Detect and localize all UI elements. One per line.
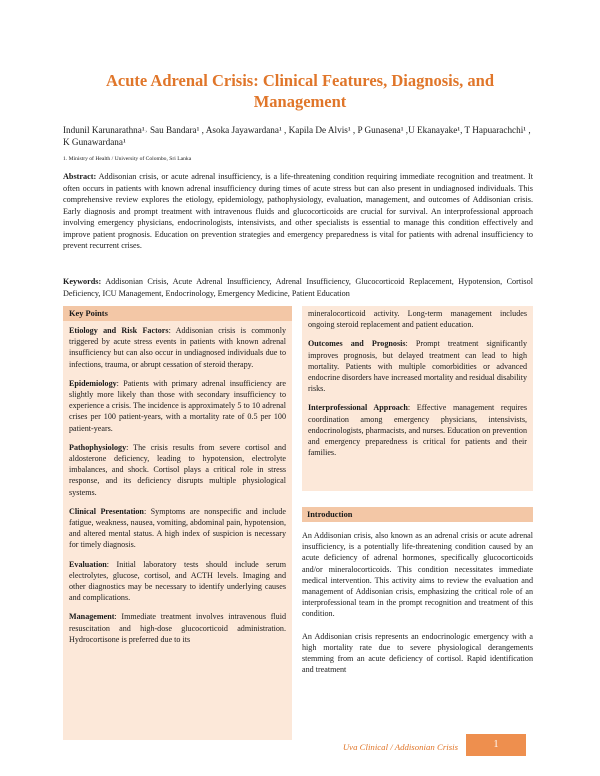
key-point-heading: Outcomes and Prognosis <box>308 339 406 349</box>
key-points-box <box>63 306 292 740</box>
key-point-heading: Evaluation <box>69 559 107 569</box>
keywords-text: Addisonian Crisis, Acute Adrenal Insufficiency, Adrenal Insufficiency, Glucocorticoid Replacement, Hypotension, Cortisol Deficiency, ICU Management, Endocrinology, Emergency Medicine, Patient Education <box>63 277 533 298</box>
key-point-text: : Initial laboratory tests should include serum electrolytes, glucose, cortisol, and ACTH levels. Imaging and other diagnostics may be necessary to identify underlying causes and complications. <box>69 559 286 603</box>
abstract-label: Abstract: <box>63 172 97 181</box>
key-point-item <box>69 559 286 604</box>
keywords-label: Keywords: <box>63 277 102 286</box>
key-point-text: : Symptoms are nonspecific and include fatigue, weakness, nausea, vomiting, abdominal pain, hypotension, and altered mental status. A high index of suspicion is necessary for timely diagnosis. <box>69 506 286 550</box>
key-point-item <box>308 402 527 458</box>
key-point-item <box>69 325 286 370</box>
affiliation: 1. Ministry of Health / University of Colombo, Sri Lanka <box>63 156 192 162</box>
key-point-item <box>69 378 286 434</box>
key-point-text: : Prompt treatment significantly improves prognosis, but delayed treatment can lead to high mortality. Patients with multiple comorbidities or advanced endocrine disorders have increased mortality and residual disability risks. <box>308 339 527 394</box>
key-point-heading: Interprofessional Approach <box>308 403 408 413</box>
key-point-item <box>69 611 286 645</box>
key-points-header: Key Points <box>63 306 292 321</box>
abstract <box>63 171 533 252</box>
abstract-text: Addisonian crisis, or acute adrenal insufficiency, is a life-threatening condition requiring immediate recognition and treatment. It often occurs in patients with known adrenal insufficiency during times of acute stress but can also present in undiagnosed individuals. This comprehensive review explores the etiology, epidemiology, pathophysiology, evaluation, management, and outcomes of Addisonian crisis. Early diagnosis and prompt treatment with intravenous fluids and glucocorticoids are crucial for survival. An interprofessional approach involving emergency physicians, endocrinologists, intensivists, and other specialists is essential to manage this condition effectively and improve patient prognosis. Education on prevention strategies and emergency preparedness is vital for patients with adrenal insufficiency to prevent recurrent crises. <box>63 172 533 250</box>
key-point-text: : Addisonian crisis is commonly triggered by acute stress events in patients with known adrenal insufficiency but can also occur in undiagnosed individuals due to infections, trauma, or abrupt cessation of steroid therapy. <box>69 326 286 369</box>
key-point-heading: Etiology and Risk Factors <box>69 326 169 335</box>
key-points-box-continued <box>302 306 533 491</box>
key-point-text: : Patients with primary adrenal insufficiency are slightly more likely than those with secondary insufficiency to experience a crisis. The incidence is approximately 5 to 10 adrenal crises per 100 patient-years, with a mortality rate of 0.5 per 100 patient-years. <box>69 378 286 433</box>
key-point-item <box>69 442 286 498</box>
page-number: 1 <box>466 734 526 756</box>
key-point-item <box>308 338 527 394</box>
key-point-text: mineralocorticoid activity. Long-term management includes ongoing steroid replacement and patient education. <box>308 309 527 330</box>
key-point-text: : The crisis results from severe cortisol and aldosterone deficiency, leading to hypotension, electrolyte imbalances, and shock. Cortisol plays a critical role in stress response, and its deficiency disrupts multiple physiological systems. <box>69 442 286 497</box>
key-point-heading: Management <box>69 612 115 622</box>
introduction-body <box>302 530 533 740</box>
introduction-header: Introduction <box>302 507 533 522</box>
keywords <box>63 276 533 299</box>
key-point-item <box>69 506 286 551</box>
key-point-item <box>308 308 527 330</box>
footer-journal-name: Uva Clinical / Addisonian Crisis <box>342 742 458 752</box>
paper-title: Acute Adrenal Crisis: Clinical Features, Diagnosis, and Management <box>105 71 495 111</box>
key-point-text: : Effective management requires coordination among emergency physicians, intensivists, endocrinologists, pharmacists, and nurses. Education on prevention and emergency preparedness is critical for patients and their families. <box>308 403 528 458</box>
introduction-paragraph: An Addisonian crisis, also known as an adrenal crisis or acute adrenal insufficiency, is a potentially life-threatening condition caused by an acute deficiency of adrenal hormones, specifically glucocorticoids and/or mineralocorticoids. This condition necessitates immediate medical intervention. This activity aims to review the evaluation and management of Addisonian crisis, emphasizing the critical role of an interprofessional team in the prompt recognition and treatment of this condition. <box>302 531 533 619</box>
introduction-paragraph: An Addisonian crisis represents an endocrinologic emergency with a high mortality rate due to severe physiological derangements stemming from an acute deficiency of cortisol. Rapid identification and treatment <box>302 631 533 675</box>
key-point-text: : Immediate treatment involves intravenous fluid resuscitation and high-dose glucocorticoid administration. Hydrocortisone is preferred due to its <box>69 612 286 644</box>
author-list: Indunil Karunarathna¹˒ Sau Bandara¹ , Asoka Jayawardana¹ , Kapila De Alvis¹ , P Gunasena¹ ,U Ekanayake¹, T Hapuarachchi¹ , K Gunawardana¹ <box>63 125 531 147</box>
key-point-heading: Epidemiology <box>69 378 117 388</box>
key-point-heading: Pathophysiology <box>69 442 127 452</box>
key-point-heading: Clinical Presentation <box>69 506 144 516</box>
